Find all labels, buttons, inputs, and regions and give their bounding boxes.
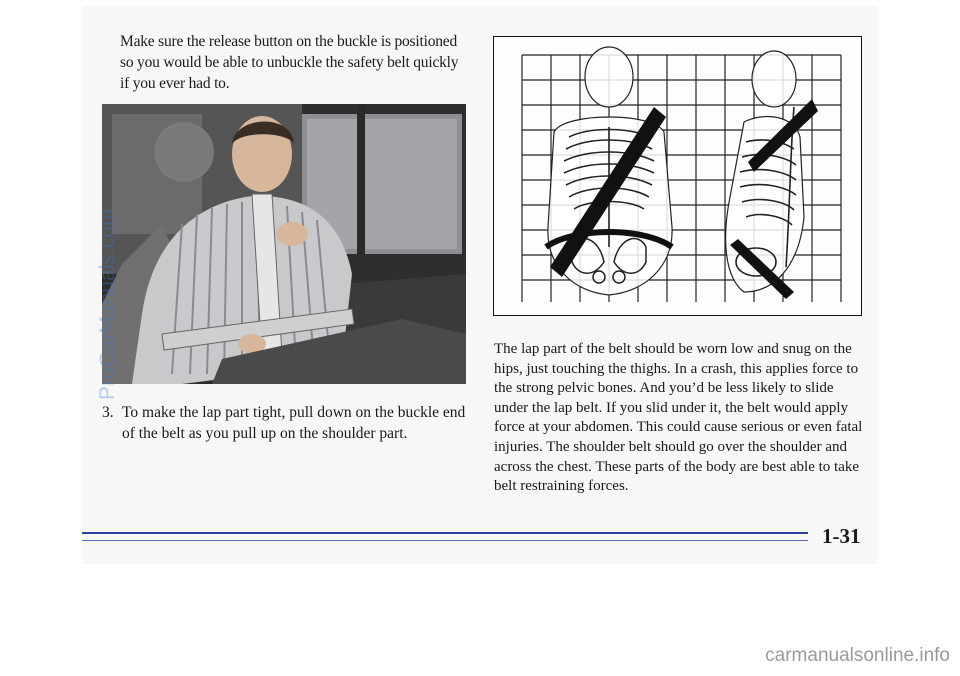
seat-belt-photo — [102, 104, 466, 384]
step-3 — [102, 402, 482, 444]
lap-belt-paragraph: The lap part of the belt should be worn low and snug on the hips, just touching the thighs. In a crash, this applies force to the strong pelvic bones. And you’d be less likely to slide under the lap belt. If you slid under it, the belt would apply force at your abdomen. This could cause serious or even fatal injuries. The shoulder belt should go over the shoulder and across the chest. These parts of the body are best able to take belt restraining forces. — [494, 341, 863, 495]
page-number: 1-31 — [822, 524, 861, 548]
intro-paragraph: Make sure the release button on the buckle is positioned so you would be able to unbuckle the safety belt quickly if you ever had to. — [120, 33, 459, 92]
footer-rule-top — [82, 532, 808, 534]
skeleton-belt-diagram — [493, 36, 862, 316]
footer-rule-bottom — [82, 540, 808, 541]
step-text: To make the lap part tight, pull down on the buckle end of the belt as you pull up on the shoulder part. — [122, 404, 466, 442]
step-number: 3. — [102, 404, 114, 421]
side-watermark: ProCarManuals.com — [96, 208, 119, 400]
bottom-watermark[interactable]: carmanualsonline.info — [765, 645, 950, 666]
manual-page — [82, 6, 878, 564]
